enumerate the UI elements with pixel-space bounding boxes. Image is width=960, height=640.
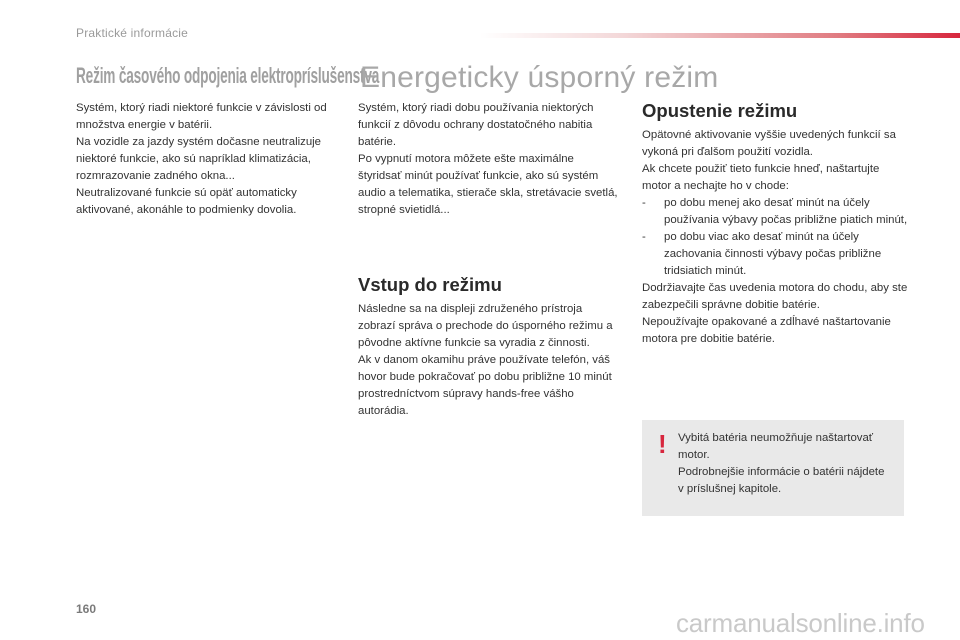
exit-section xyxy=(642,102,908,348)
left-body xyxy=(76,100,338,219)
exclamation-icon: ! xyxy=(658,429,667,459)
entry-heading: Vstup do režimu xyxy=(358,274,502,295)
warning-text xyxy=(678,430,890,498)
exit-paragraph: Opätovné aktivovanie vyššie uvedených funkcií sa vykoná pri ďalšom použití vozidla. xyxy=(642,129,896,158)
list-item xyxy=(642,195,908,229)
left-heading: Režim časového odpojenia elektropríslušenstva xyxy=(76,63,380,88)
entry-paragraph: Ak v danom okamihu práve používate telefón, váš hovor bude pokračovať po dobu približne 10 minút prostredníctvom súpravy hands-free vášho autorádia. xyxy=(358,354,612,417)
list-item-text: po dobu menej ako desať minút na účely používania výbavy počas približne piatich minút, xyxy=(664,197,908,226)
exit-paragraph: Ak chcete použiť tieto funkcie hneď, naštartujte motor a nechajte ho v chode: xyxy=(642,163,880,192)
exit-paragraph: Dodržiavajte čas uvedenia motora do chodu, aby ste zabezpečili správne dobitie batérie. xyxy=(642,282,908,311)
page-number: 160 xyxy=(76,602,97,616)
page-title: Energeticky úsporný režim xyxy=(360,61,719,94)
exit-paragraph: Nepoužívajte opakované a zdĺhavé naštartovanie motora pre dobitie batérie. xyxy=(642,316,891,345)
left-paragraph: Systém, ktorý riadi niektoré funkcie v závislosti od množstva energie v batérii. xyxy=(76,102,327,131)
exit-heading: Opustenie režimu xyxy=(642,100,798,121)
list-item xyxy=(642,229,908,280)
intro-paragraph: Systém, ktorý riadi dobu používania niektorých funkcií z dôvodu ochrany dostatočného nabitia batérie. xyxy=(358,102,594,148)
warning-line: Podrobnejšie informácie o batérii nájdete v príslušnej kapitole. xyxy=(678,466,885,495)
list-item-text: po dobu viac ako desať minút na účely zachovania činnosti výbavy počas približne tridsiatich minút. xyxy=(664,231,882,277)
left-paragraph: Neutralizované funkcie sú opäť automaticky aktivované, akonáhle to podmienky dovolia. xyxy=(76,187,297,216)
left-paragraph: Na vozidle za jazdy systém dočasne neutralizuje niektoré funkcie, ako sú napríklad klimatizácia, rozmrazovanie zadného okna... xyxy=(76,136,322,182)
header-accent-bar xyxy=(480,33,960,38)
list-dash: - xyxy=(642,197,646,209)
warning-box xyxy=(642,420,904,516)
exit-list xyxy=(642,195,908,280)
list-dash: - xyxy=(642,231,646,243)
warning-line: Vybitá batéria neumožňuje naštartovať motor. xyxy=(678,432,874,461)
watermark: carmanualsonline.info xyxy=(676,608,925,638)
entry-paragraph: Následne sa na displeji združeného prístroja zobrazí správa o prechode do úsporného režimu a pôvodne aktívne funkcie sa vyradia z činnosti. xyxy=(358,303,613,349)
entry-section xyxy=(358,276,620,420)
intro-paragraph: Po vypnutí motora môžete ešte maximálne štyridsať minút používať funkcie, ako sú systém audio a telematika, stierače skla, stretávacie svetlá, stropné svietidlá... xyxy=(358,153,618,216)
section-label: Praktické informácie xyxy=(76,26,189,40)
intro-text xyxy=(358,100,620,219)
